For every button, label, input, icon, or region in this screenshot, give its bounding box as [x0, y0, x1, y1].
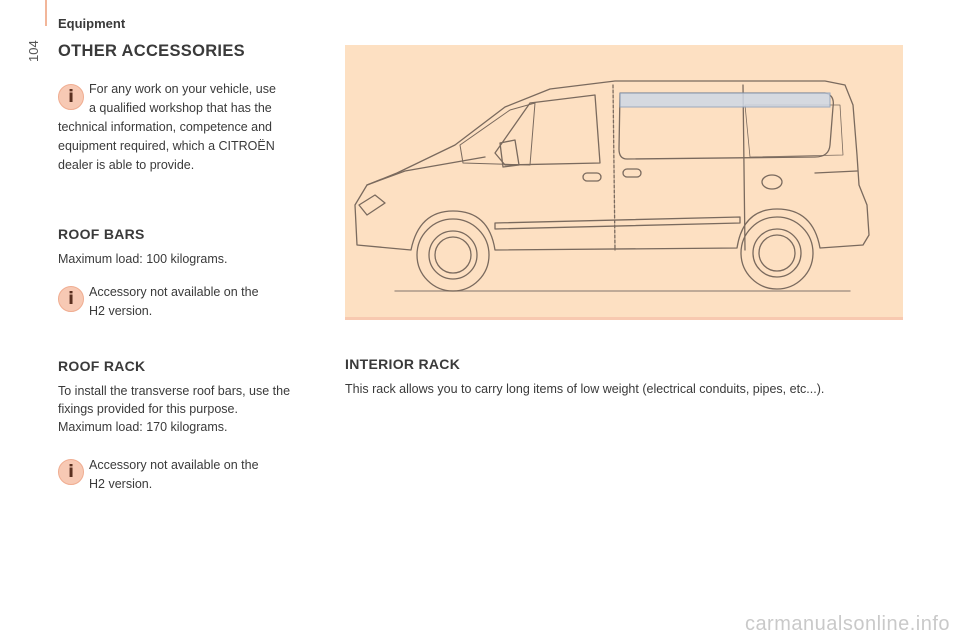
van-illustration — [345, 45, 903, 320]
other-accessories-note-line2: a qualified workshop that has the — [89, 101, 272, 115]
roof-rack-note-line1: Accessory not available on the — [89, 458, 259, 472]
van-drawing — [345, 45, 903, 320]
roof-rack-max-load: Maximum load: 170 kilograms. — [58, 420, 228, 434]
roof-rack-note-line2: H2 version. — [89, 477, 153, 491]
roof-bars-max-load: Maximum load: 100 kilograms. — [58, 252, 228, 266]
other-accessories-note-line5: dealer is able to provide. — [58, 158, 195, 172]
other-accessories-note-line3: technical information, competence and — [58, 120, 273, 134]
interior-rack-highlight — [620, 93, 830, 107]
other-accessories-heading: OTHER ACCESSORIES — [58, 42, 245, 60]
roof-rack-heading: ROOF RACK — [58, 358, 146, 374]
other-accessories-note-line4: equipment required, which a CITROËN — [58, 139, 275, 153]
other-accessories-note-line1: For any work on your vehicle, use — [89, 82, 276, 96]
illustration-bottom-border — [345, 317, 903, 320]
page-number: 104 — [26, 40, 41, 62]
roof-bars-note-line2: H2 version. — [89, 304, 153, 318]
interior-rack-description: This rack allows you to carry long items of low weight (electrical conduits, pipes, etc...). — [345, 382, 825, 396]
section-title: Equipment — [58, 16, 126, 31]
section-rule — [45, 0, 47, 26]
info-icon: i — [58, 286, 84, 312]
roof-bars-heading: ROOF BARS — [58, 226, 145, 242]
roof-rack-install-line2: fixings provided for this purpose. — [58, 402, 238, 416]
info-icon: i — [58, 459, 84, 485]
interior-rack-heading: INTERIOR RACK — [345, 356, 461, 372]
watermark: carmanualsonline.info — [744, 613, 950, 635]
info-icon: i — [58, 84, 84, 110]
roof-bars-note-line1: Accessory not available on the — [89, 285, 259, 299]
roof-rack-install-line1: To install the transverse roof bars, use the — [58, 384, 291, 398]
